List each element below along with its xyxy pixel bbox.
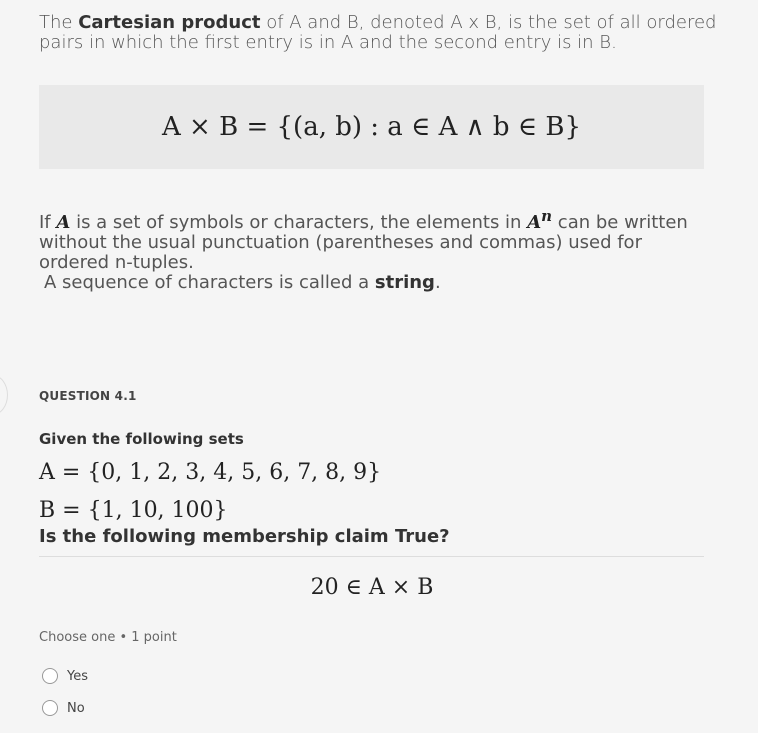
question-label: QUESTION 4.1 [39,389,137,403]
seq-lead: A sequence of characters is called a [44,272,375,293]
var-a-base: A [527,212,542,233]
intro-term: Cartesian product [78,12,261,33]
cartesian-product-formula: A × B = {(a, b) : a ∈ A ∧ b ∈ B} [162,112,581,142]
set-b-definition: B = {1, 10, 100} [39,498,228,523]
question-divider [39,556,704,557]
question-prompt: Is the following membership claim True? [39,526,450,547]
var-a-power-n [527,207,553,233]
var-a: A [56,212,71,233]
string-sentence [39,273,709,293]
var-n-exponent: n [541,207,553,225]
radio-yes[interactable] [42,668,58,684]
cartesian-product-formula-box [39,85,704,169]
side-tab-handle[interactable] [0,375,8,415]
string-term: string [374,272,435,293]
option-yes-label: Yes [67,668,88,684]
set-a-definition: A = {0, 1, 2, 3, 4, 5, 6, 7, 8, 9} [39,460,382,485]
question-given-text: Given the following sets [39,430,244,448]
membership-claim: 20 ∈ A × B [310,575,434,600]
option-yes[interactable] [42,668,88,684]
option-no-label: No [67,700,85,716]
intro-lead: The [39,12,79,33]
para-text-2: is a set of symbols or characters, the elements in [70,212,528,233]
para-text-1: If [39,212,57,233]
question-meta: Choose one • 1 point [39,630,177,645]
intro-rest: of A and B, denoted A x B, is the set of all ordered pairs in which the first entry is in A and the second entry is in B. [39,12,717,53]
option-no[interactable] [42,700,85,716]
seq-end: . [434,272,441,293]
string-definition-paragraph [39,206,709,293]
cartesian-product-definition [39,13,719,53]
radio-no[interactable] [42,700,58,716]
para-text-3: can be written without the usual punctuation (parentheses and commas) used for ordered n-tuples. [39,212,688,273]
